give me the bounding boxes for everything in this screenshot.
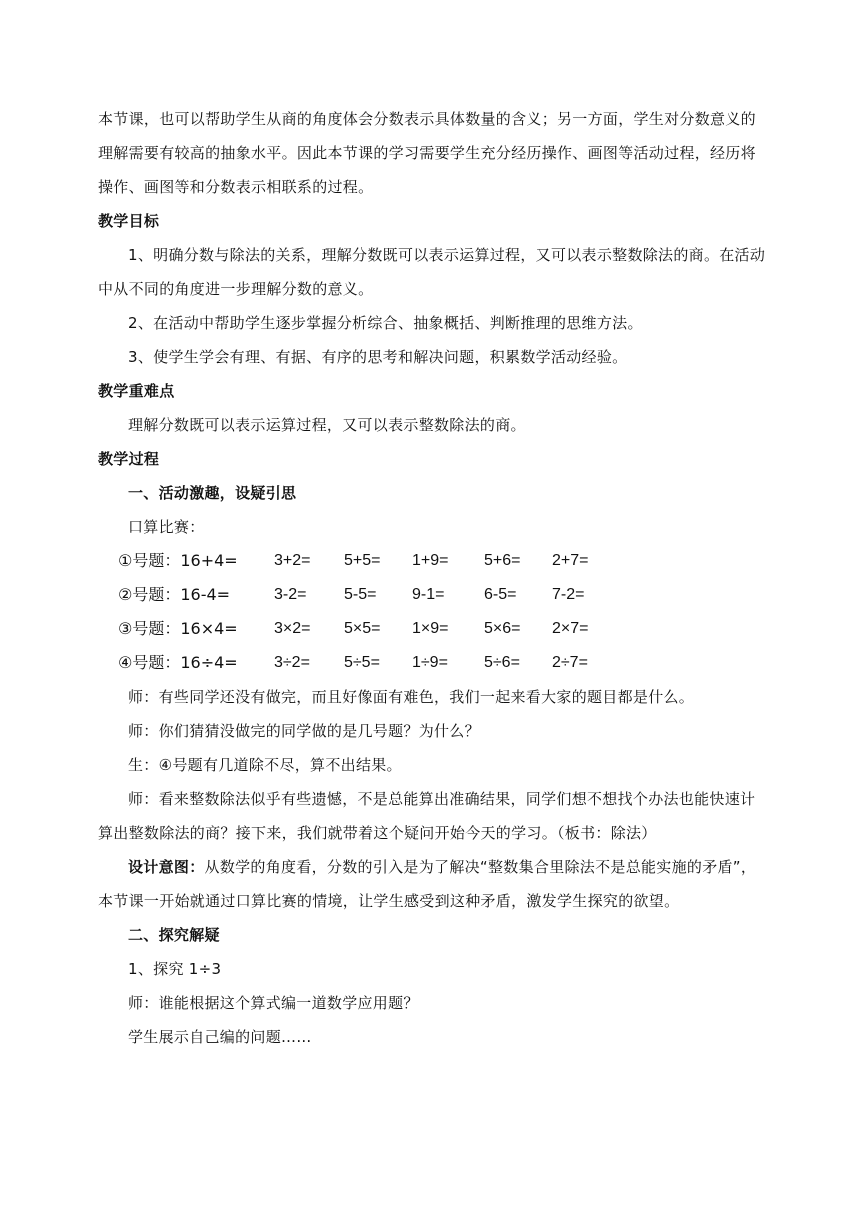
contest-label: 口算比赛： bbox=[128, 518, 205, 536]
dialog-teacher-4: 师：谁能根据这个算式编一道数学应用题？ bbox=[128, 994, 419, 1012]
goals-heading: 教学目标 bbox=[98, 212, 160, 230]
problem-cell: 7-2= bbox=[552, 586, 585, 603]
problem-row-3 bbox=[98, 612, 766, 646]
dialog-student-1: 生：④号题有几道除不尽，算不出结果。 bbox=[128, 756, 402, 774]
design-intent-label: 设计意图： bbox=[128, 858, 205, 876]
dialog-teacher-3: 师：看来整数除法似乎有些遗憾，不是总能算出准确结果，同学们想不想找个办法也能快速计算出整数除法的商？接下来，我们就带着这个疑问开始今天的学习。（板书：除法） bbox=[98, 790, 756, 842]
design-intent-paragraph bbox=[98, 850, 766, 918]
problem-cell: 1×9= bbox=[412, 620, 449, 637]
problem-cell: 5+5= bbox=[344, 552, 381, 569]
problem-cell: 1÷9= bbox=[412, 654, 448, 671]
goal-item-2: 2、在活动中帮助学生逐步掌握分析综合、抽象概括、判断推理的思维方法。 bbox=[128, 314, 643, 332]
problem-cell: 9-1= bbox=[412, 586, 445, 603]
problem-cell: 3+2= bbox=[274, 552, 311, 569]
problem-cell: 3÷2= bbox=[274, 654, 310, 671]
dialog-teacher-1: 师：有些同学还没有做完，而且好像面有难色，我们一起来看大家的题目都是什么。 bbox=[128, 688, 695, 706]
goal-item-3: 3、使学生学会有理、有据、有序的思考和解决问题，积累数学活动经验。 bbox=[128, 348, 628, 366]
goal-item-1: 1、明确分数与除法的关系，理解分数既可以表示运算过程，又可以表示整数除法的商。在活动中从不同的角度进一步理解分数的意义。 bbox=[98, 246, 766, 298]
problem-row-4 bbox=[98, 646, 766, 680]
section1-heading: 一、活动激趣，设疑引思 bbox=[128, 484, 297, 502]
problem-cell: ②号题：16-4= bbox=[118, 585, 231, 604]
problem-row-1 bbox=[98, 544, 766, 578]
problem-row-2 bbox=[98, 578, 766, 612]
key-points-heading: 教学重难点 bbox=[98, 382, 175, 400]
problem-cell: 3-2= bbox=[274, 586, 307, 603]
problem-cell: 5×5= bbox=[344, 620, 381, 637]
key-points-text: 理解分数既可以表示运算过程，又可以表示整数除法的商。 bbox=[128, 416, 526, 434]
problem-cell: 5÷6= bbox=[484, 654, 520, 671]
problem-cell: 1+9= bbox=[412, 552, 449, 569]
problem-cell: 5-5= bbox=[344, 586, 377, 603]
problem-cell: ③号题：16×4= bbox=[118, 619, 238, 638]
problem-cell: 3×2= bbox=[274, 620, 311, 637]
section2-heading: 二、探究解疑 bbox=[128, 926, 220, 944]
problem-cell: 6-5= bbox=[484, 586, 517, 603]
problem-cell: 5+6= bbox=[484, 552, 521, 569]
intro-paragraph: 本节课，也可以帮助学生从商的角度体会分数表示具体数量的含义；另一方面，学生对分数意义的理解需要有较高的抽象水平。因此本节课的学习需要学生充分经历操作、画图等活动过程，经历将操作、画图等和分数表示相联系的过程。 bbox=[98, 110, 756, 196]
design-intent-text: 从数学的角度看，分数的引入是为了解决“整数集合里除法不是总能实施的矛盾”，本节课一开始就通过口算比赛的情境，让学生感受到这种矛盾，激发学生探究的欲望。 bbox=[98, 858, 757, 910]
problem-cell: 2+7= bbox=[552, 552, 589, 569]
document-body bbox=[98, 102, 766, 1054]
problem-cell: 2×7= bbox=[552, 620, 589, 637]
dialog-teacher-2: 师：你们猜猜没做完的同学做的是几号题？为什么？ bbox=[128, 722, 480, 740]
problem-cell: 2÷7= bbox=[552, 654, 588, 671]
problem-cell: ①号题：16+4= bbox=[118, 551, 238, 570]
process-heading: 教学过程 bbox=[98, 450, 160, 468]
problem-cell: 5×6= bbox=[484, 620, 521, 637]
problem-cell: 5÷5= bbox=[344, 654, 380, 671]
student-show-text: 学生展示自己编的问题…… bbox=[128, 1028, 312, 1046]
problem-cell: ④号题：16÷4= bbox=[118, 653, 238, 672]
explore-item-1: 1、探究 1÷3 bbox=[128, 960, 222, 978]
